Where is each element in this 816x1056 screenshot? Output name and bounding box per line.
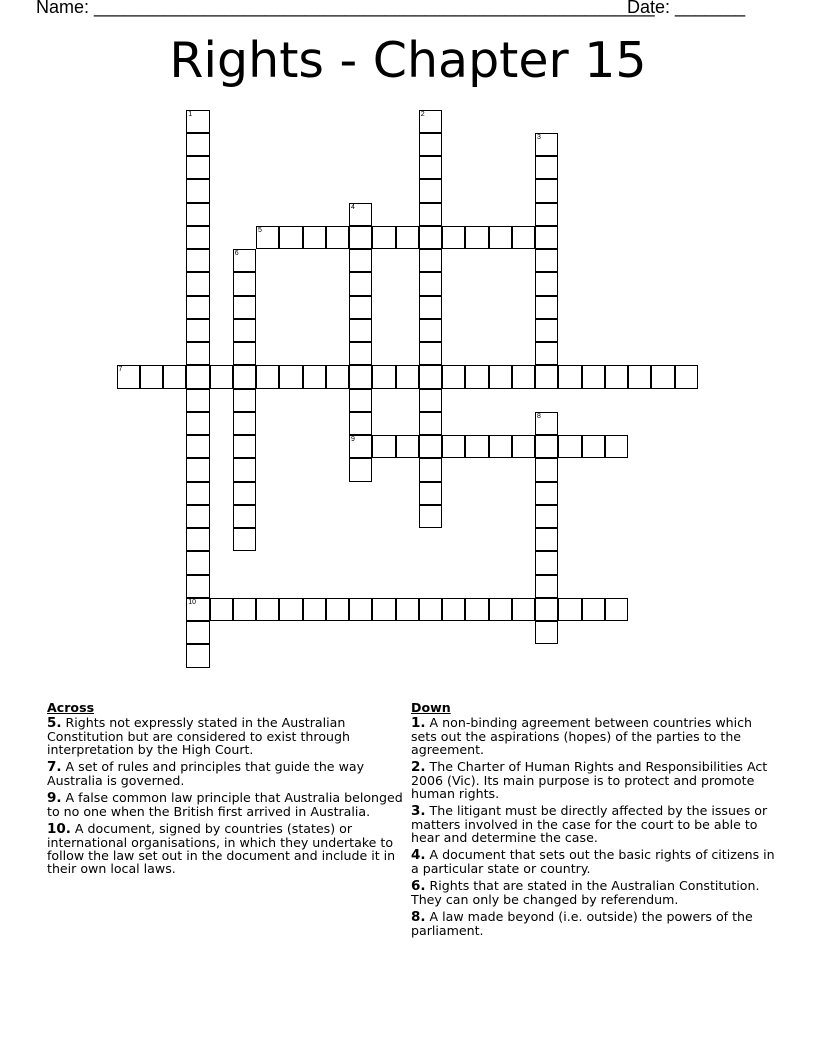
crossword-cell[interactable] — [163, 365, 186, 388]
crossword-cell[interactable] — [396, 435, 419, 458]
cell-number: 10 — [188, 598, 197, 606]
crossword-cell[interactable] — [419, 458, 442, 481]
clue-text: A document, signed by countries (states) or international organisations, in which they undertake to follow the law set out in the document and include it in their own local laws. — [47, 821, 396, 876]
crossword-cell[interactable] — [419, 505, 442, 528]
crossword-cell[interactable] — [349, 598, 372, 621]
crossword-cell[interactable] — [558, 365, 581, 388]
crossword-cell[interactable] — [419, 203, 442, 226]
crossword-cell[interactable] — [419, 156, 442, 179]
crossword-cell[interactable] — [186, 482, 209, 505]
crossword-cell[interactable] — [186, 319, 209, 342]
crossword-cell[interactable] — [372, 226, 395, 249]
crossword-cell[interactable] — [512, 598, 535, 621]
crossword-cell[interactable] — [489, 435, 512, 458]
crossword-cell[interactable] — [535, 575, 558, 598]
crossword-cell[interactable] — [303, 365, 326, 388]
crossword-cell[interactable] — [372, 365, 395, 388]
crossword-cell[interactable] — [535, 412, 558, 435]
crossword-cell[interactable] — [535, 621, 558, 644]
crossword-cell[interactable] — [419, 249, 442, 272]
crossword-cell[interactable] — [628, 365, 651, 388]
crossword-cell[interactable] — [558, 598, 581, 621]
crossword-cell[interactable] — [419, 598, 442, 621]
crossword-cell[interactable] — [535, 249, 558, 272]
crossword-cell[interactable] — [326, 226, 349, 249]
crossword-cell[interactable] — [419, 110, 442, 133]
crossword-cell[interactable] — [349, 226, 372, 249]
crossword-cell[interactable] — [349, 435, 372, 458]
crossword-cell[interactable] — [233, 598, 256, 621]
clue-number: 3. — [411, 803, 426, 819]
clue-number: 4. — [411, 847, 426, 863]
clue-number: 5. — [47, 715, 62, 731]
crossword-cell[interactable] — [186, 272, 209, 295]
crossword-cell[interactable] — [233, 319, 256, 342]
cell-number: 4 — [351, 203, 355, 211]
crossword-cell[interactable] — [256, 226, 279, 249]
crossword-cell[interactable] — [256, 365, 279, 388]
crossword-cell[interactable] — [535, 551, 558, 574]
crossword-cell[interactable] — [442, 435, 465, 458]
crossword-cell[interactable] — [535, 435, 558, 458]
across-clue — [47, 716, 409, 756]
clue-text: A document that sets out the basic rights of citizens in a particular state or country. — [411, 847, 775, 876]
down-clue — [411, 848, 781, 875]
crossword-cell[interactable] — [442, 226, 465, 249]
crossword-cell[interactable] — [349, 365, 372, 388]
crossword-cell[interactable] — [396, 598, 419, 621]
crossword-cell[interactable] — [210, 598, 233, 621]
crossword-cell[interactable] — [675, 365, 698, 388]
crossword-cell[interactable] — [419, 179, 442, 202]
crossword-cell[interactable] — [233, 482, 256, 505]
crossword-cell[interactable] — [233, 458, 256, 481]
across-clue — [47, 822, 409, 875]
crossword-cell[interactable] — [372, 435, 395, 458]
clue-text: The litigant must be directly affected by the issues or matters involved in the case for the court to be able to hear and determine the case. — [411, 803, 768, 845]
down-heading: Down — [411, 700, 451, 715]
crossword-cell[interactable] — [186, 296, 209, 319]
crossword-cell[interactable] — [465, 226, 488, 249]
crossword-cell[interactable] — [605, 365, 628, 388]
crossword-cell[interactable] — [489, 365, 512, 388]
crossword-grid — [117, 110, 717, 680]
clue-text: A false common law principle that Australia belonged to no one when the British first arrived in Australia. — [47, 790, 403, 819]
clue-number: 7. — [47, 759, 62, 775]
crossword-cell[interactable] — [210, 365, 233, 388]
crossword-cell[interactable] — [535, 272, 558, 295]
clue-text: The Charter of Human Rights and Responsibilities Act 2006 (Vic). Its main purpose is to protect and promote human rights. — [411, 759, 768, 801]
crossword-cell[interactable] — [419, 272, 442, 295]
crossword-cell[interactable] — [186, 551, 209, 574]
page-title: Rights - Chapter 15 — [169, 32, 647, 89]
crossword-cell[interactable] — [117, 365, 140, 388]
crossword-cell[interactable] — [186, 575, 209, 598]
crossword-cell[interactable] — [279, 365, 302, 388]
clue-text: Rights not expressly stated in the Australian Constitution but are considered to exist through interpretation by the High Court. — [47, 715, 350, 757]
crossword-cell[interactable] — [326, 598, 349, 621]
cell-number: 1 — [188, 110, 193, 118]
clue-number: 10. — [47, 821, 71, 837]
down-clue — [411, 760, 781, 800]
crossword-cell[interactable] — [419, 435, 442, 458]
crossword-cell[interactable] — [419, 133, 442, 156]
crossword-cell[interactable] — [582, 435, 605, 458]
clue-number: 8. — [411, 909, 426, 925]
crossword-cell[interactable] — [186, 156, 209, 179]
crossword-cell[interactable] — [605, 435, 628, 458]
crossword-cell[interactable] — [233, 528, 256, 551]
crossword-cell[interactable] — [489, 226, 512, 249]
crossword-cell[interactable] — [233, 249, 256, 272]
crossword-cell[interactable] — [419, 482, 442, 505]
crossword-cell[interactable] — [140, 365, 163, 388]
cell-number: 9 — [351, 436, 355, 443]
crossword-cell[interactable] — [186, 249, 209, 272]
crossword-cell[interactable] — [186, 133, 209, 156]
crossword-cell[interactable] — [233, 296, 256, 319]
crossword-cell[interactable] — [535, 203, 558, 226]
crossword-cell[interactable] — [233, 435, 256, 458]
crossword-cell[interactable] — [419, 296, 442, 319]
crossword-cell[interactable] — [535, 296, 558, 319]
crossword-cell[interactable] — [419, 389, 442, 412]
crossword-cell[interactable] — [535, 528, 558, 551]
down-clue — [411, 804, 781, 844]
crossword-cell[interactable] — [233, 412, 256, 435]
crossword-cell[interactable] — [186, 226, 209, 249]
clue-text: A law made beyond (i.e. outside) the powers of the parliament. — [411, 909, 753, 938]
crossword-cell[interactable] — [279, 598, 302, 621]
crossword-cell[interactable] — [558, 435, 581, 458]
across-clues — [47, 701, 409, 879]
crossword-cell[interactable] — [442, 365, 465, 388]
cell-number: 7 — [118, 366, 123, 374]
crossword-cell[interactable] — [535, 598, 558, 621]
crossword-cell[interactable] — [279, 226, 302, 249]
crossword-cell[interactable] — [186, 621, 209, 644]
crossword-cell[interactable] — [233, 342, 256, 365]
crossword-cell[interactable] — [349, 389, 372, 412]
crossword-cell[interactable] — [535, 342, 558, 365]
crossword-cell[interactable] — [419, 412, 442, 435]
crossword-cell[interactable] — [465, 435, 488, 458]
crossword-cell[interactable] — [349, 319, 372, 342]
crossword-cell[interactable] — [535, 482, 558, 505]
crossword-cell[interactable] — [465, 365, 488, 388]
crossword-cell[interactable] — [535, 156, 558, 179]
crossword-cell[interactable] — [233, 505, 256, 528]
across-heading: Across — [47, 700, 95, 715]
crossword-cell[interactable] — [512, 435, 535, 458]
crossword-cell[interactable] — [256, 598, 279, 621]
cell-number: 8 — [537, 412, 541, 420]
crossword-cell[interactable] — [419, 342, 442, 365]
clue-number: 2. — [411, 759, 426, 775]
crossword-cell[interactable] — [535, 179, 558, 202]
crossword-cell[interactable] — [233, 365, 256, 388]
crossword-cell[interactable] — [465, 598, 488, 621]
date-field[interactable]: Date: _______ — [627, 0, 746, 17]
crossword-cell[interactable] — [535, 319, 558, 342]
crossword-cell[interactable] — [582, 365, 605, 388]
crossword-cell[interactable] — [186, 342, 209, 365]
crossword-cell[interactable] — [535, 365, 558, 388]
crossword-cell[interactable] — [186, 203, 209, 226]
crossword-cell[interactable] — [186, 435, 209, 458]
crossword-cell[interactable] — [349, 342, 372, 365]
crossword-cell[interactable] — [303, 598, 326, 621]
clue-number: 1. — [411, 715, 426, 731]
crossword-cell[interactable] — [372, 598, 395, 621]
clue-text: A set of rules and principles that guide the way Australia is governed. — [47, 759, 365, 788]
crossword-cell[interactable] — [535, 226, 558, 249]
down-clue — [411, 910, 781, 937]
crossword-cell[interactable] — [233, 389, 256, 412]
crossword-cell[interactable] — [349, 296, 372, 319]
crossword-cell[interactable] — [349, 412, 372, 435]
down-clues — [411, 701, 781, 941]
crossword-cell[interactable] — [419, 226, 442, 249]
name-field[interactable]: Name: ________________________________________________________ — [36, 0, 655, 17]
crossword-cell[interactable] — [186, 365, 209, 388]
clue-text: Rights that are stated in the Australian Constitution. They can only be changed by referendum. — [411, 878, 760, 907]
crossword-cell[interactable] — [326, 365, 349, 388]
clue-text: A non-binding agreement between countries which sets out the aspirations (hopes) of the parties to the agreement. — [411, 715, 753, 757]
crossword-cell[interactable] — [419, 365, 442, 388]
crossword-cell[interactable] — [442, 598, 465, 621]
down-clue — [411, 879, 781, 906]
across-clue — [47, 791, 409, 818]
crossword-cell[interactable] — [186, 412, 209, 435]
crossword-cell[interactable] — [582, 598, 605, 621]
crossword-cell[interactable] — [535, 505, 558, 528]
crossword-cell[interactable] — [186, 179, 209, 202]
cell-number: 2 — [420, 110, 425, 118]
crossword-cell[interactable] — [419, 319, 442, 342]
clue-number: 9. — [47, 790, 62, 806]
crossword-cell[interactable] — [605, 598, 628, 621]
crossword-cell[interactable] — [349, 203, 372, 226]
clue-number: 6. — [411, 878, 426, 894]
crossword-cell[interactable] — [186, 644, 209, 667]
crossword-cell[interactable] — [396, 365, 419, 388]
down-clue — [411, 716, 781, 756]
crossword-cell[interactable] — [512, 365, 535, 388]
crossword-cell[interactable] — [349, 249, 372, 272]
crossword-cell[interactable] — [186, 598, 209, 621]
crossword-cell[interactable] — [186, 389, 209, 412]
cell-number: 3 — [537, 133, 541, 141]
cell-number: 5 — [258, 226, 262, 234]
crossword-cell[interactable] — [512, 226, 535, 249]
crossword-cell[interactable] — [535, 133, 558, 156]
crossword-cell[interactable] — [186, 505, 209, 528]
crossword-cell[interactable] — [489, 598, 512, 621]
crossword-cell[interactable] — [186, 458, 209, 481]
crossword-cell[interactable] — [186, 528, 209, 551]
cell-number: 6 — [234, 250, 239, 257]
crossword-cell[interactable] — [396, 226, 419, 249]
crossword-cell[interactable] — [233, 272, 256, 295]
crossword-cell[interactable] — [349, 458, 372, 481]
crossword-cell[interactable] — [651, 365, 674, 388]
crossword-cell[interactable] — [349, 272, 372, 295]
across-clue — [47, 760, 409, 787]
crossword-cell[interactable] — [303, 226, 326, 249]
crossword-cell[interactable] — [186, 110, 209, 133]
crossword-cell[interactable] — [535, 458, 558, 481]
